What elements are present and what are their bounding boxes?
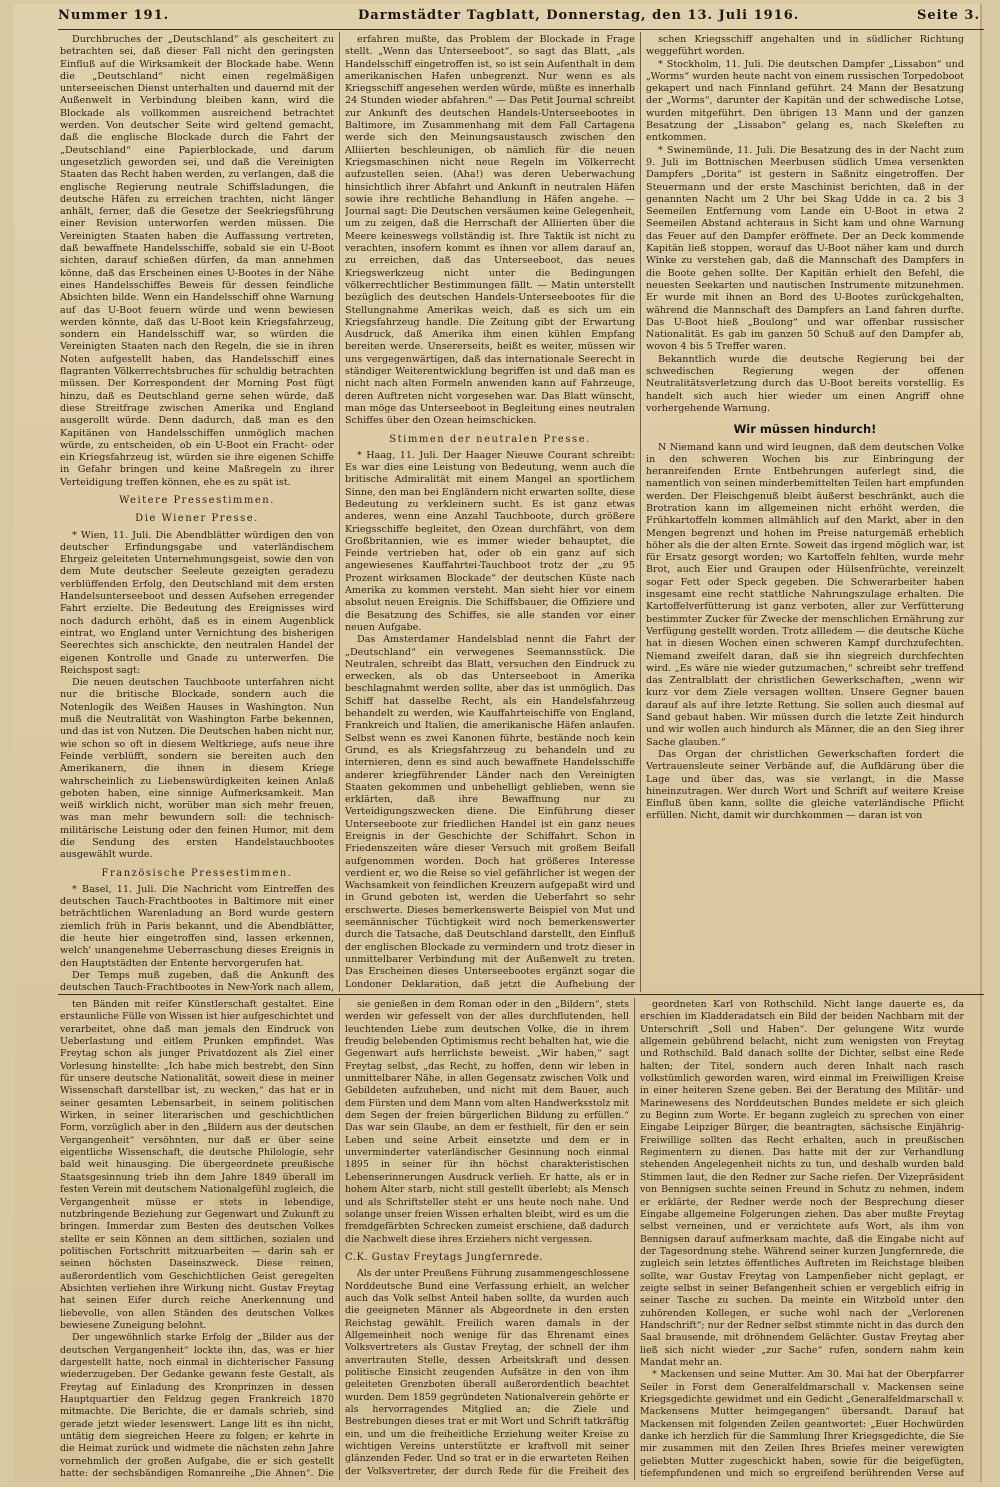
stockholm-report: * Stockholm, 11. Juli. Die deutschen Dampfer „Lissabon“ und „Worms“ wurden heute nacht von einem russischen Torpedoboot gekapert und nach Finnland geführt. 24 Mann der Besatzung der „Worms“, darunter der Kapitän und der schwedische Lotse, wurden mitgeführt. Den übrigen 13 Mann und der ganzen Besatzung der „Lissabon“ gelang es, nach Skeleften zu entkommen. <box>646 58 964 144</box>
article-column-3 <box>646 34 964 992</box>
freytag-speech-continued: geordneten Karl von Rothschild. Nicht lange dauerte es, da erschien im Kladderadatsch ein Bild der beiden Nachbarn mit der Unterschrift „Soll und Haben“. Der gelungene Witz wurde allgemein gebührend belacht, nicht zum wenigsten von Freytag und Rothschild. Bald danach sollte der Dichter, selbst eine Rede halten; der Titel, sondern auch deren Inhalt nach rasch volkstümlich geworden waren, wird einmal im Freiwilligen Kreise in einer heiteren Szene geben. Bei der Beratung des Militär- und Marinewesens des Norddeutschen Bundes meldete er sich gleich zu Beginn zum Worte. Er begann zugleich zu sprechen von einer Eingabe Leipziger Bürger, die beantragten, sächsische Einjährig-Freiwillige sollten das Recht erhalten, auch in preußischen Regimentern zu dienen. Das hatte mit der zur Verhandlung stehenden Angelegenheit nichts zu tun, und deshalb wurden bald Stimmen laut, die den Redner zur Sache riefen. Der Vizepräsident von Bennigsen suchte seinen Freund in Schutz zu nehmen, indem er erklärte, der Redner werde noch der Besprechung dieser Eingabe allgemeine Folgerungen ziehen. Das aber mußte Freytag selbst verneinen, und er verzichtete aufs Wort, als ihm von Bennigsen darauf aufmerksam machte, daß die Eingabe nicht auf der Tagesordnung stehe. Während seiner kurzen Jungfernrede, die zugleich sein letztes öffentliches Auftreten im Reichstage bleiben sollte, war Gustav Freytag von Lampenfieber nicht geplagt, er zeigte selbst in seiner Befangenheit schien er vergeblich eifrig in seiner Tasche zu suchen. Da meinte ein Witzbold unter den zuhörenden Kollegen, er suche wohl nach der „Verlorenen Handschrift“; nur der Redner selbst stimmte nicht in das durch den Saal brausende, mit dröhnendem Gelächter. Gustav Freytag aber ließ sich nicht wieder „zur Sache“ rufen, sondern nahm kein Mandat mehr an. <box>640 999 964 1368</box>
page-header <box>58 6 980 28</box>
issue-number: Nummer 191. <box>58 8 170 23</box>
article-column-2 <box>345 34 635 992</box>
column-divider <box>640 32 641 992</box>
freytag-essay: ten Bänden mit reifer Künstlerschaft gestaltet. Eine erstaunliche Fülle von Wissen ist hier aufgeschichtet und verarbeitet, ohne daß man jemals den Eindruck von Ueberlastung und eitlem Prunken empfindet. Was Freytag schon als junger Privatdozent als Ziel einer Vorlesung hinstellte: „Ich habe mich bestrebt, den Sinn für unsere deutsche Nationalität, soweit diese in meiner Wissenschaft darstellbar ist, zu wecken,“ das hat er in seiner gesamten Lebensarbeit, in seinem politischen Wirken, in seiner literarischen und geschichtlichen Form, vorzüglich aber in den „Bildern aus der deutschen Vergangenheit“ versöhnten, nur daß er über seine eigentliche Wissenschaft, die deutsche Philologie, sehr bald weit hinausging. Die übergeordnete preußische Staatsgesinnung trieb ihn dem Jahre 1849 überall im festen Verein mit deutschem Nationalgefühl zugleich, die Vergangenheit müsse er stets in lebendige, nutzbringende Beziehung zur Gegenwart und Zukunft zu bringen. Immerdar zum Besten des deutschen Volkes stellte er sein Können an dem sittlichen, sozialen und politischen Fortschritt mitzuarbeiten — darin sah er seinen höchsten Daseinszweck. Diese reinen, außerordentlich vom Geschichtlichen Geist geregelten Absichten verliehen ihre Wirkung nicht. Gustav Freytag hat seinen Eifer durch reiche Anerkennung und liebevolle, von allen Ständen des deutschen Volkes bewiesene Zuneigung belohnt. <box>60 999 334 1331</box>
header-rule <box>58 29 984 30</box>
section-subheading: Stimmen der neutralen Presse. <box>389 433 591 445</box>
feuilleton-rule <box>58 994 984 995</box>
freytag-speech: Als der unter Preußens Führung zusammengeschlossene Norddeutsche Bund eine Verfassung erhielt, an welcher auch das Volk selbst Anteil haben sollte, da wurden auch die geeigneten Männer als Abgeordnete in den ersten Reichstag gewählt. Freilich waren damals in der Allgemeinheit noch wenige für das Ehrenamt eines Volksvertreters als Gustav Freytag, der schnell der ihm anvertrauten Stelle, dessen Arbeitskraft und dessen politische Einsicht zeugenden Aufsätze in den von ihm geleiteten Grenzboten überall außerordentlich beachtet wurden. Dem 1859 gegründeten Nationalverein gehörte er als hervorragendes Mitglied an; die Ziele und Bestrebungen dieses trat er mit Wort und Schrift tatkräftig ein, und um die freiheitliche Erziehung weiter Kreise zu wichtigen Vereins unterstützte er kraftvoll mit seiner glänzenden Feder. Und so trat er in die erwarteten Reihen der Volksvertreter, der durch Rede für die Freiheit des <box>345 1268 629 1477</box>
column-divider <box>339 998 340 1480</box>
section-subheading: Französische Pressestimmen. <box>101 867 293 879</box>
unions-article: Das Organ der christlichen Gewerkschaften fordert die Vertrauensleute seiner Verbände auf, die Aufklärung über die Lage und über das, was sie verlangt, in die Masse hineinzutragen. Wer durch Wort und Schrift auf weitere Kreise Einfluß üben kann, sollte die gleiche vaterländische Pflicht erfüllen. Nicht, damit wir durchkommen — daran ist von <box>646 748 964 822</box>
seekrieg-continued: schen Kriegsschiff angehalten und in südlicher Richtung weggeführt worden. <box>646 34 964 58</box>
basel-report: * Basel, 11. Juli. Die Nachricht vom Eintreffen des deutschen Tauch-Frachtbootes in Baltimore mit einer beträchtlichen Warenladung an Bord wurde gestern ziemlich früh in Paris bekannt, und die Abendblätter, die heute hier eingetroffen sind, lassen erkennen, welch' unangenehme Ueberraschung dieses Ereignis in den Hauptstädten der Entente hervorgerufen hat. <box>60 883 334 969</box>
amsterdam-report: Das Amsterdamer Handelsblad nennt die Fahrt der „Deutschland“ ein verwegenes Seemannsstück. Die Neutralen, schreibt das Blatt, versuchen den Eindruck zu erwecken, als ob das Unterseeboot in Amerika beschlagnahmt werden sollte, aber das ist unmöglich. Das Schiff hat dasselbe Recht, als ein Handelsfahrzeug behandelt zu werden, wie Kauffahrteischiffe von England, Frankreich und Italien, die amerikanische Häfen anlaufen. Selbst wenn es zwei Kanonen führte, bestände noch kein Grund, es als Kriegsfahrzeug zu behandeln und zu internieren, denn es sind auch bewaffnete Handelsschiffe anderer kriegführender Länder nach den Vereinigten Staaten gekommen und unbehelligt geblieben, wenn sie erklärten, daß ihre Bewaffnung nur zu Verteidigungszwecken diene. Die Einführung dieser Unterseeboote zur friedlichen Handel ist ein ganz neues Ereignis in der Geschichte der Schiffahrt. Schon in Friedenszeiten wäre dieser Versuch mit großem Beifall aufgenommen worden. Doch hat größeres Interesse verdient er, wo die Reise so viel gefährlicher ist wegen der Wachsamkeit von feindlichen Kreuzern aufgepaßt wird und in Grund geboten ist, werden die Ueberfahrt so sehr erschwerte. Dieses bemerkenswerte Beispiel von Mut und seemännischer Tüchtigkeit wird noch bemerkenswerter durch die Tatsache, daß Deutschland darstellt, den Einfluß der englischen Blockade zu vermindern und trotz dieser in unmittelbarer Verbindung mit der Außenwelt zu treten. Das Erscheinen dieses Unterseebootes ergänzt sogar die Londoner Deklaration, daß jetzt die Aufhebung der <box>345 634 635 990</box>
food-article: N Niemand kann und wird leugnen, daß dem deutschen Volke in den schweren Wochen bis zur Einbringung der heranreifenden Ernte Entbehrungen auferlegt sind, die namentlich von seinen minderbemittelten Teilen hart empfunden werden. Der Fleischgenuß bleibt äußerst beschränkt, auch die Brotration kann im allgemeinen nicht erhöht werden, die Frühkartoffeln kommen allmählich auf den Markt, aber in den Mengen begrenzt und hohen im Preise naturgemäß erheblich höher als die der alten Ernte. Soweit das irgend möglich war, ist für Ersatz gesorgt worden; wo Kartoffeln fehlten, wurde mehr Brot, auch Eier und Graupen oder Hülsenfrüchte, vereinzelt sogar Fett oder Speck gegeben. Die Schwerarbeiter haben insgesamt eine recht stattliche Nahrungszulage erhalten. Die Kartoffelverfütterung ist ganz verboten, aller zur Verfütterung bestimmter Zucker für Zwecke der menschlichen Ernährung zur Verfügung gestellt worden. Trotz allledem — die deutsche Küche hat in diesen Wochen einen schweren Kampf durchzufechten. Niemand zweifelt daran, daß sie ihn siegreich durchfechten wird. „Es wäre nie wieder gutzumachen,“ schreibt sehr treffend das Zentralblatt der christlichen Gewerkschaften, „wenn wir kurz vor dem Ziele versagen wollten. Unsere Gegner bauen darauf als auf ihre letzte Rettung. Sie sollen auch diesmal auf Sand gebaut haben. Wir müssen durch die letzte Zeit hindurch und wir wollen auch hindurch als Männer, die an den Sieg ihrer Sache glauben.“ <box>646 441 964 748</box>
freytag-essay-continued: Der ungewöhnlich starke Erfolg der „Bilder aus der deutschen Vergangenheit“ lockte ihn, das, was er hier dargestellt hatte, noch einmal in dichterischer Fassung wiederzugeben. Der Gedanke gewann feste Gestalt, als Freytag auf Einladung des Kronprinzen in dessen Hauptquartier den Feldzug gegen Frankreich 1870 mitmachte. Die Berichte, die er damals schrieb, sind gerade jetzt wieder lesenswert. Lange litt es ihn nicht, untätig dem siegreichen Heere zu folgen; er kehrte in die Heimat zurück und widmete die nächsten zehn Jahre vornehmlich der großen Aufgabe, die er sich gestellt hatte: der sechsbändigen Romanreihe „Die Ahnen“. Die <box>60 1332 334 1479</box>
reichspost-quote: Die neuen deutschen Tauchboote unterfahren nicht nur die britische Blockade, sondern auch die Notenlogik des Weißen Hauses in Washington. Nun muß die Neutralität von Washington Farbe bekennen, und das ist von Nutzen. Die Deutschen haben nicht nur, wie schon so oft in diesem Weltkriege, aufs neue ihre Feinde verblüfft, sondern sie bereiten auch den Amerikanern, die ihnen in diesem Kriege wahrscheinlich zu Liebenswürdigkeiten keinen Anlaß geboten haben, eine sinnige Aufmerksamkeit. Man weiß wirklich nicht, worüber man sich mehr freuen, was man mehr bewundern soll: die technisch-militärische Leistung oder den feinen Humor, mit dem die Sendung des ersten Handelstauchbootes ausgewählt wurde. <box>60 677 334 861</box>
swinemuende-report: * Swinemünde, 11. Juli. Die Besatzung des in der Nacht zum 9. Juli im Bottnischen Meerbusen südlich Umea versenkten Dampfers „Dorita“ ist gestern in Saßnitz eingetroffen. Der Steuermann und der erste Maschinist berichten, daß in der genannten Nacht um 2 Uhr bei Skag Udde in ca. 2 bis 3 Seemeilen Entfernung vom Lande ein U-Boot in etwa 2 Seemeilen Abstand achteraus in Sicht kam und ohne Warnung das Feuer auf den Dampfer eröffnete. Der an Deck kommende Kapitän ließ stoppen, worauf das U-Boot näher kam und durch Winke zu verstehen gab, daß die Mannschaft des Dampfers in die Boote gehen sollte. Der Kapitän erhielt den Befehl, die neuesten Seekarten und nautischen Instrumente mitzunehmen. Er wurde mit ihnen an Bord des U-Bootes zurückgehalten, während die Mannschaft des Dampfers an Land fahren durfte. Das U-Boot hieß „Boulong“ und war offenbar russischer Nationalität. Es gab im ganzen 50 Schuß auf den Dampfer ab, wovon 4 bis 5 Treffer waren. <box>646 144 964 353</box>
haag-report: * Haag, 11. Juli. Der Haager Nieuwe Courant schreibt: Es war dies eine Leistung von Bedeutung, wenn auch die britische Admiralität mit einem Mangel an sportlichem Sinne, den man bei Engländern nicht erwarten sollte, diese Bedeutung zu verkleinern sucht. Es ist ganz etwas anderes, wenn eine Anzahl Tauchboote, durch größere Kriegsschiffe begleitet, den Ozean durchfährt, von dem Großbritannien, wie es immer wieder behauptet, die Feinde vertrieben hat, oder ob ein ganz auf sich angewiesenes Kauffahrtei-Tauchboot trotz der „zu 95 Prozent wirksamen Blockade“ der deutschen Küste nach Amerika zu kommen versteht. Man sieht hier vor einem absolut neuen Ereignis. Die Schiffsbauer, die Offiziere und die Besatzung des Schiffes, sie alle standen vor einer neuen Aufgabe. <box>345 449 635 633</box>
column-divider <box>634 998 635 1480</box>
section-subheading: Die Wiener Presse. <box>135 513 259 525</box>
freytag-speech-heading: C.K. Gustav Freytags Jungfernrede. <box>345 1251 543 1263</box>
temps-report: Der Temps muß zugeben, daß die Ankunft des deutschen Tauch-Frachtbootes in New-York nach allem, <box>60 969 334 992</box>
article-column-1 <box>60 34 334 992</box>
feuilleton-column-1 <box>60 999 334 1479</box>
section-heading-hindurch: Wir müssen hindurch! <box>733 422 877 437</box>
freytag-essay-end: sie genießen in dem Roman oder in den „Bildern“, stets werden wir gefesselt von der alles durchflutenden, hell leuchtenden Liebe zum deutschen Volke, die in ihrem freudig belebenden Optimismus recht behalten hat, wie die Gegenwart aufs herrlichste beweist. „Wir haben,“ sagt Freytag selbst, „das Recht, zu hoffen, denn wir leben in unmittelbarer Nähe, in allen Gegensatz zwischen Volk und Gebildeten aufzuheben, und nicht mit dem Bauer, auch dem Fürsten und dem Mann vom alten Handwerksstolz mit dem Segen der freien bürgerlichen Bildung zu erfüllen.“ Das war sein Glaube, an dem er festhielt, für den er sein Leben und seine Arbeit einsetzte und dem er in unverminderter vaterländischer Gesinnung noch einmal 1895 in seiner für ihn höchst charakteristischen Lebenserinnerungen Ausdruck verlieh. Er hatte, als er in hohem Alter starb, nicht still gestellt überlebt; als Mensch und als Schriftsteller steht er uns heute noch nahe. Und solange unser freien Wissen erhalten bleibt, wird es um die fremdgefärbten Schrecken zumeist erschiene, daß dadurch die Nachwelt diese ihres Erziehers nicht vergessen. <box>345 999 629 1245</box>
feuilleton-column-3 <box>640 999 964 1479</box>
page-number: Seite 3. <box>917 8 980 23</box>
feuilleton-column-2 <box>345 999 629 1479</box>
neutrality-note: Bekanntlich wurde die deutsche Regierung bei der schwedischen Regierung wegen der offenen Neutralitätsverletzung durch das U-Boot bereits vorstellig. Es handelt sich auch hier wieder um einen Angriff ohne vorhergehende Warnung. <box>646 353 964 414</box>
paper-title-date: Darmstädter Tagblatt, Donnerstag, den 13. Juli 1916. <box>358 8 800 23</box>
mackensen-article: * Mackensen und seine Mutter. Am 30. Mai hat der Oberpfarrer Seiler in Forst dem Generalfeldmarschall v. Mackensen seine Kriegsgedichte gewidmet und ein Gedicht „Generalfeldmarschall v. Mackensens Mutter heimgegangen“ übersandt. Darauf hat Mackensen mit folgenden Zeilen geantwortet: „Euer Hochwürden danke ich herzlich für die Sammlung Ihrer Kriegsgedichte, die Sie mir zusammen mit den Zeilen Ihres Briefes meiner verewigten geliebten Mutter zugeschickt haben, sowie für die beigefügten, tiefempfundenen und mich so ergreifend berührenden Verse auf <box>640 1369 964 1479</box>
blockade-article: Durchbruches der „Deutschland“ als gescheitert zu betrachten sei, daß dieser Fall nicht den geringsten Einfluß auf die Wirksamkeit der Blockade habe. Wenn die „Deutschland“ nicht einen regelmäßigen unterseeischen Dienst unterhalten und dauernd mit der Außenwelt in Verbindung bleiben kann, wird die Blockade als vollkommen ausreichend betrachtet werden. Von deutscher Seite wird geltend gemacht, daß die englische Blockade durch die Fahrt der „Deutschland“ eine Papierblockade, und darum ungesetzlich geworden sei, und daß die Vereinigten Staaten das Recht haben werden, zu verlangen, daß die englische Regierung neutrale Schiffsladungen, die deutsche Häfen zu erreichen trachten, nicht länger anhält, ferner, daß die Gesetze der Seekriegsführung einer Revision unterworfen werden müssen. Die Vereinigten Staaten haben die Auffassung vertreten, daß bewaffnete Handelsschiffe, sobald sie ein U-Boot sichten, darauf schießen dürfen, da man annehmen könne, daß das Erscheinen eines U-Bootes in der Nähe eines Handelsschiffes Beweis für dessen feindliche Absichten bilde. Wenn ein Handelsschiff ohne Warnung auf das U-Boot feuern würde und wenn bewiesen werden könnte, daß das U-Boot kein Kriegsfahrzeug, sondern ein Handelsschiff war, so würden die Vereinigten Staaten nach den Regeln, die sie in ihren Noten aufgestellt haben, das Handelsschiff eines flagranten Völkerrechtsbruches für schuldig betrachten müssen. Der Korrespondent der Morning Post fügt hinzu, daß es Deutschland gerne sehen würde, daß diese Streitfrage zwischen Amerika und England ausgerollt würde. Denn dadurch, daß man es den Kapitänen von Handelsschiffen unmöglich machen würde, zu entscheiden, ob ein U-Boot ein Fracht- oder ein Kriegsfahrzeug ist, würden sie ihre eigenen Schiffe in Gefahr bringen und keine Maßregeln zu ihrer Verteidigung treffen können, ehe es zu spät ist. <box>60 34 334 488</box>
vienna-report: * Wien, 11. Juli. Die Abendblätter würdigen den von deutscher Erfindungsgabe und vaterländischem Ehrgeiz geleiteten Unternehmungsgeist, sowie den von dem Mute deutscher Seeleute gezeigten geradezu verblüffenden Erfolg, den Deutschland mit dem ersten Handelsunterseeboot und dessen Aufsehen erregender Fahrt erzielte. Die Bedeutung des Ereignisses wird noch dadurch erhöht, daß es in einem Augenblick eintrat, wo England unter Vernichtung des bisherigen Seerechtes sich anschickte, den neutralen Handel der eigenen Kontrolle und Gnade zu unterwerfen. Die Reichspost sagt: <box>60 529 334 676</box>
temps-continued: erfahren mußte, das Problem der Blockade in Frage stellt. „Wenn das Unterseeboot“, so sagt das Blatt, „als Handelsschiff eingetroffen ist, so ist sein Aufenthalt in dem amerikanischen Hafen unbegrenzt. Nur wenn es als Kriegsschiff angesehen werden würde, müßte es innerhalb 24 Stunden wieder abfahren.“ — Das Petit Journal schreibt zur Ankunft des deutschen Handels-Unterseebootes in Baltimore, im Zusammenhang mit dem Fall Cartagena werde sich den Meinungsaustausch zwischen den Alliierten beschleunigen, ob nämlich für die neuen Kriegsmaschinen nicht neue Regeln im Völkerrecht aufzustellen seien. (Aha!) was deren Ueberwachung hinsichtlich ihrer Abfahrt und Ankunft in neutralen Häfen sowie ihre rechtliche Behandlung in Häfen angehe. — Journal sagt: Die Deutschen versäumen keine Gelegenheit, um zu zeigen, daß die Herrschaft der Alliierten über die Meere keineswegs vollständig ist. Ihre Taktik ist nicht zu verachten, insofern kommt es ihnen vor allem darauf an, zu erreichen, daß das Unterseeboot, das neues Kriegswerkzeug nicht unter die Bedingungen völkerrechtlicher Bestimmungen fällt. — Matin unterstellt bezüglich des deutschen Handels-Unterseebootes für die Stellungnahme Amerikas weich, daß es sich um ein Kriegsfahrzeug handle. Die Zeitung gibt der Erwartung Ausdruck, daß Amerika ihm einen kühlen Empfang bereiten werde. Unsererseits, heißt es weiter, müssen wir uns vergegenwärtigen, daß das internationale Seerecht in ständiger Weiterentwicklung begriffen ist und daß man es nicht nach alten Formeln anwenden kann auf Fahrzeuge, deren Auftreten nicht vorgesehen war. Das Blatt wünscht, man möge das Unterseeboot in Begleitung eines neutralen Schiffes über den Ozean heimschicken. <box>345 34 635 427</box>
column-divider <box>339 32 340 992</box>
section-heading: Weitere Pressestimmen. <box>119 494 275 506</box>
